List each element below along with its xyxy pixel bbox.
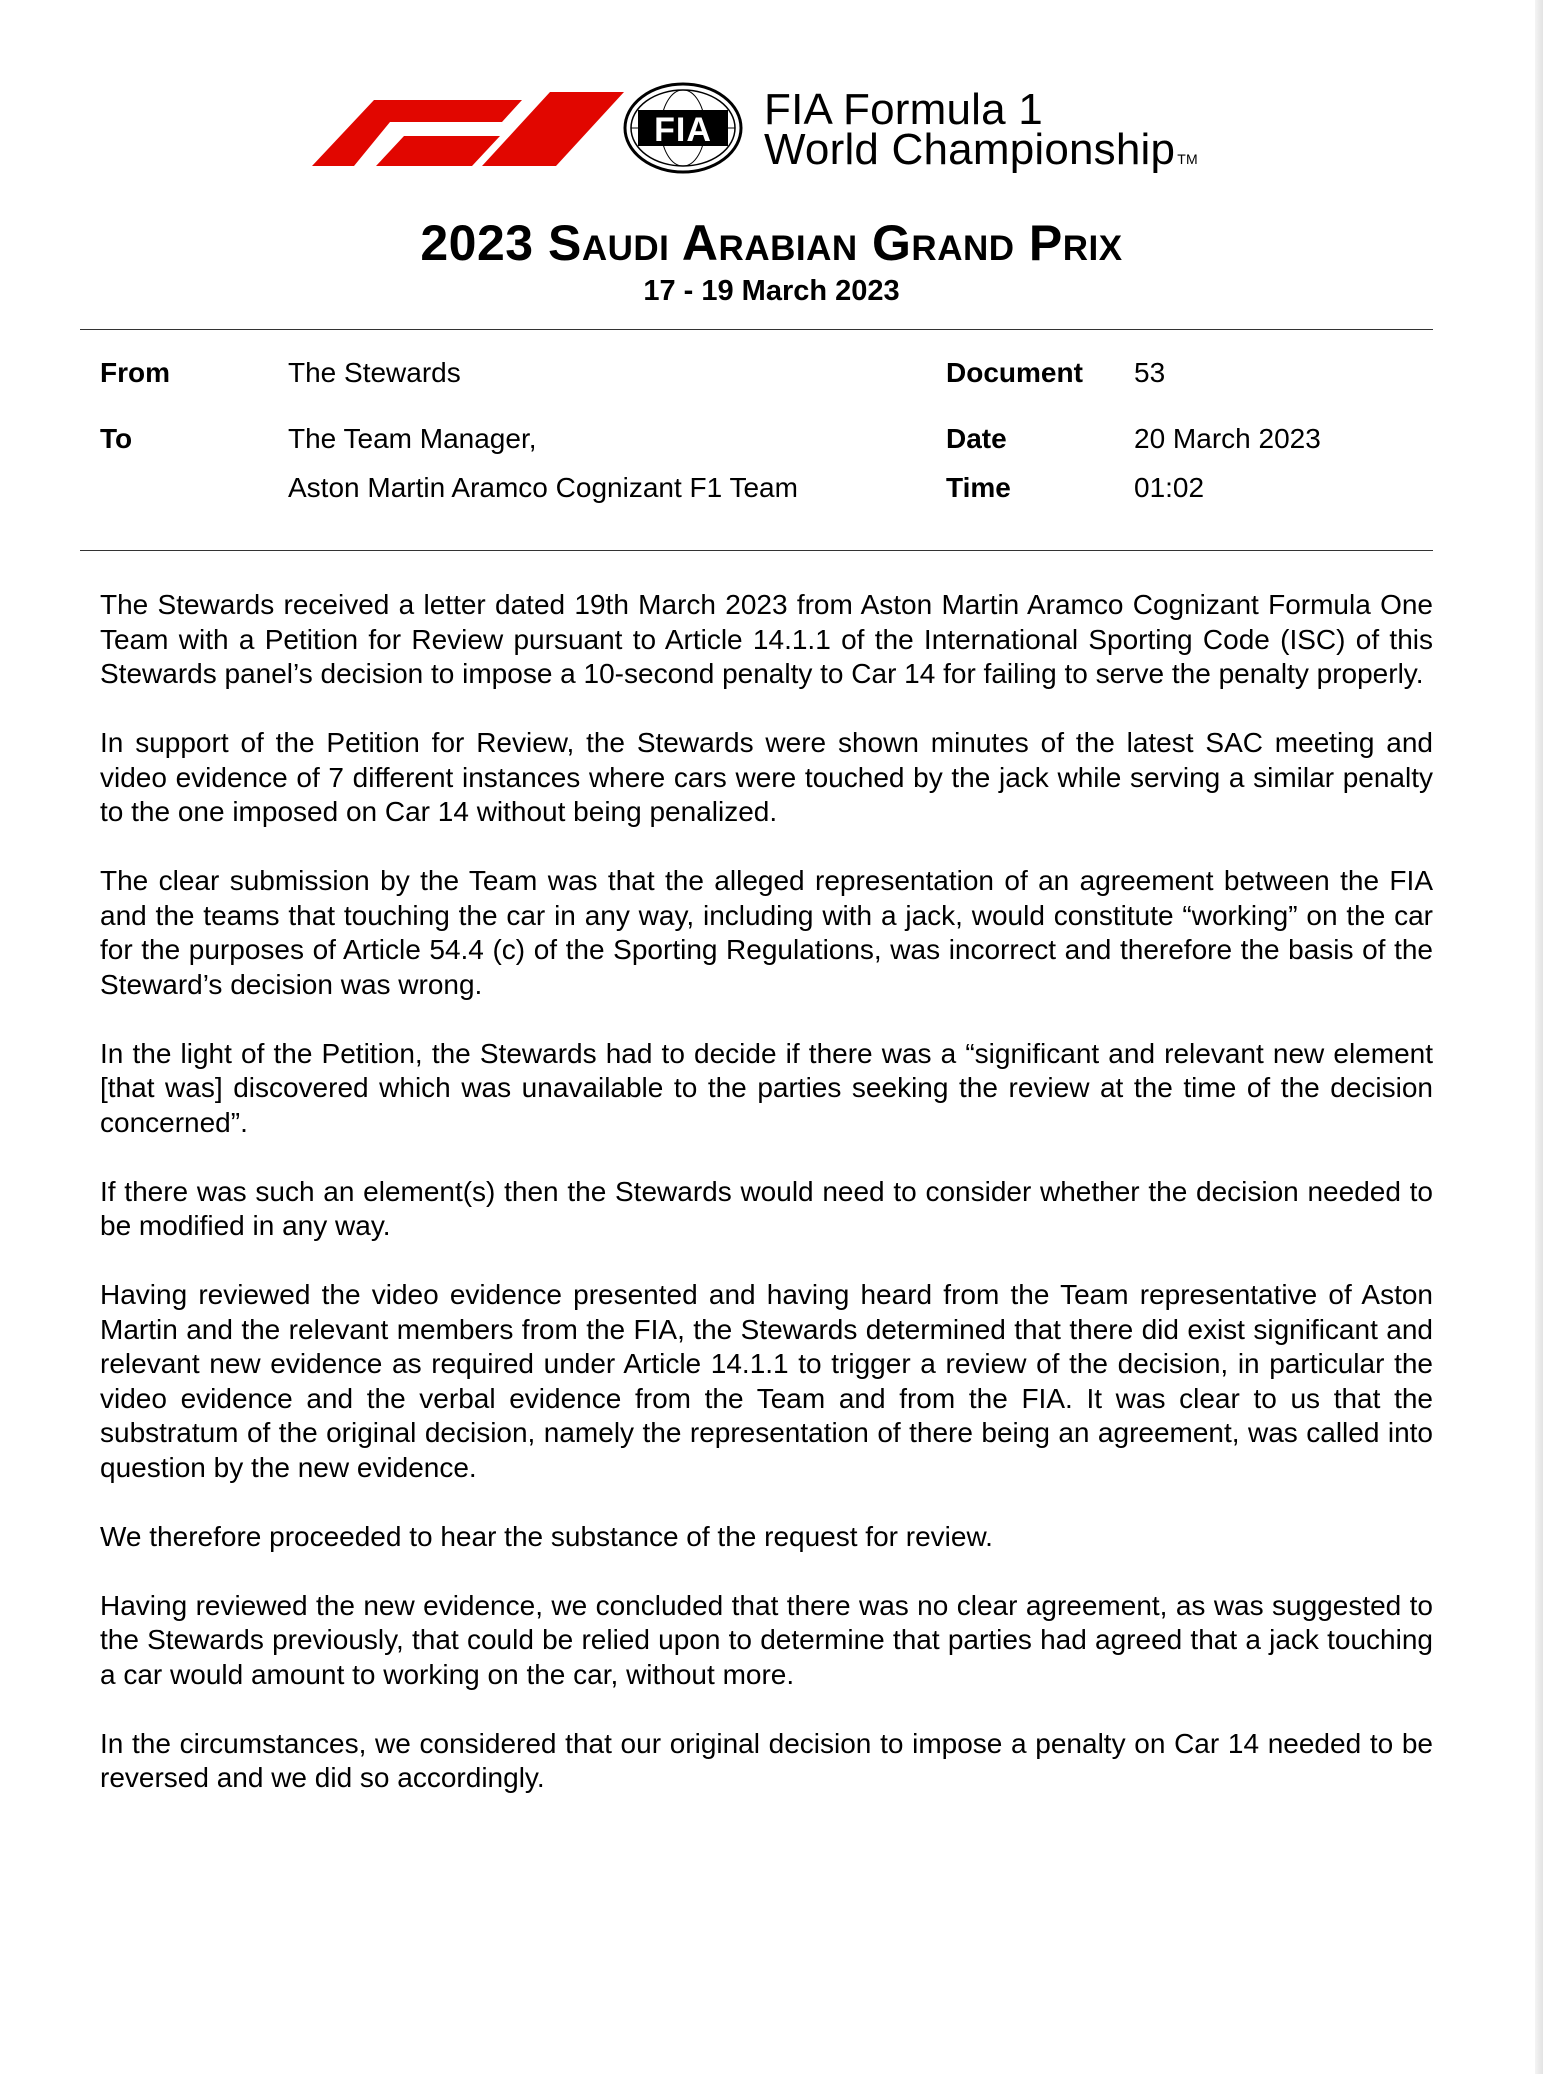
f1-logo-icon — [312, 86, 624, 172]
body-paragraph: The Stewards received a letter dated 19th March 2023 from Aston Martin Aramco Cognizant Formula One Team with a Petition for Review pursuant to Article 14.1.1 of the International Sporting Code (ISC) of this Stewards panel’s decision to impose a 10-second penalty to Car 14 for failing to serve the penalty properly. — [100, 589, 1433, 689]
header-divider-bottom — [80, 550, 1433, 551]
brand-line-2-text: World Championship — [764, 125, 1176, 174]
to-value-line2: Aston Martin Aramco Cognizant F1 Team — [288, 472, 798, 503]
time-value: 01:02 — [1134, 472, 1205, 503]
fia-logo-lettering: FIA — [654, 111, 712, 149]
body-paragraph: If there was such an element(s) then the Stewards would need to consider whether the decision needed to be modified in any way. — [100, 1175, 1433, 1241]
body-paragraph: In the light of the Petition, the Stewards had to decide if there was a “significant and relevant new element [that was] discovered which was unavailable to the parties seeking the review at the time of the decision concerned”. — [100, 1037, 1433, 1138]
to-label: To — [100, 423, 133, 454]
to-value-line1: The Team Manager, — [288, 423, 537, 454]
page-edge-shadow — [1535, 0, 1543, 2074]
date-value: 20 March 2023 — [1134, 423, 1321, 454]
from-label: From — [100, 357, 170, 388]
date-label: Date — [946, 423, 1007, 454]
document-label: Document — [946, 357, 1083, 388]
body-paragraph: In the circumstances, we considered that our original decision to impose a penalty on Car 14 needed to be reversed and we did so accordingly. — [100, 1727, 1433, 1793]
body-paragraph: Having reviewed the video evidence presented and having heard from the Team representative of Aston Martin and the relevant members from the FIA, the Stewards determined that there did exist significant and relevant new evidence as required under Article 14.1.1 to trigger a review of the decision, in particular the video evidence and the verbal evidence from the Team and from the FIA. It was clear to us that the substratum of the original decision, namely the representation of there being an agreement, was called into question by the new evidence. — [100, 1279, 1433, 1483]
body-paragraph: We therefore proceeded to hear the substance of the request for review. — [100, 1520, 993, 1552]
time-label: Time — [946, 472, 1011, 503]
event-dates: 17 - 19 March 2023 — [643, 275, 900, 307]
header-divider-top — [80, 329, 1433, 330]
event-title: 2023 Saudi Arabian Grand Prix — [420, 215, 1123, 271]
document-number: 53 — [1134, 357, 1166, 388]
body-paragraph: In support of the Petition for Review, the Stewards were shown minutes of the latest SAC meeting and video evidence of 7 different instances where cars were touched by the jack while serving a similar penalty to the one imposed on Car 14 without being penalized. — [100, 727, 1433, 827]
trademark-mark: TM — [1177, 151, 1198, 167]
body-paragraph: The clear submission by the Team was that the alleged representation of an agreement between the FIA and the teams that touching the car in any way, including with a jack, would constitute “working” on the car for the purposes of Article 54.4 (c) of the Sporting Regulations, was incorrect and therefore the basis of the Steward’s decision was wrong. — [100, 865, 1433, 1000]
fia-logo-icon — [622, 82, 744, 174]
body-paragraph: Having reviewed the new evidence, we concluded that there was no clear agreement, as was suggested to the Stewards previously, that could be relied upon to determine that parties had agreed that a jack touching a car would amount to working on the car, without more. — [100, 1589, 1433, 1690]
decision-body — [100, 588, 1433, 1830]
header-logo-block — [312, 82, 1232, 182]
from-value: The Stewards — [288, 357, 461, 388]
brand-line-1: FIA Formula 1 — [764, 85, 1043, 134]
brand-line-2 — [764, 125, 1198, 181]
